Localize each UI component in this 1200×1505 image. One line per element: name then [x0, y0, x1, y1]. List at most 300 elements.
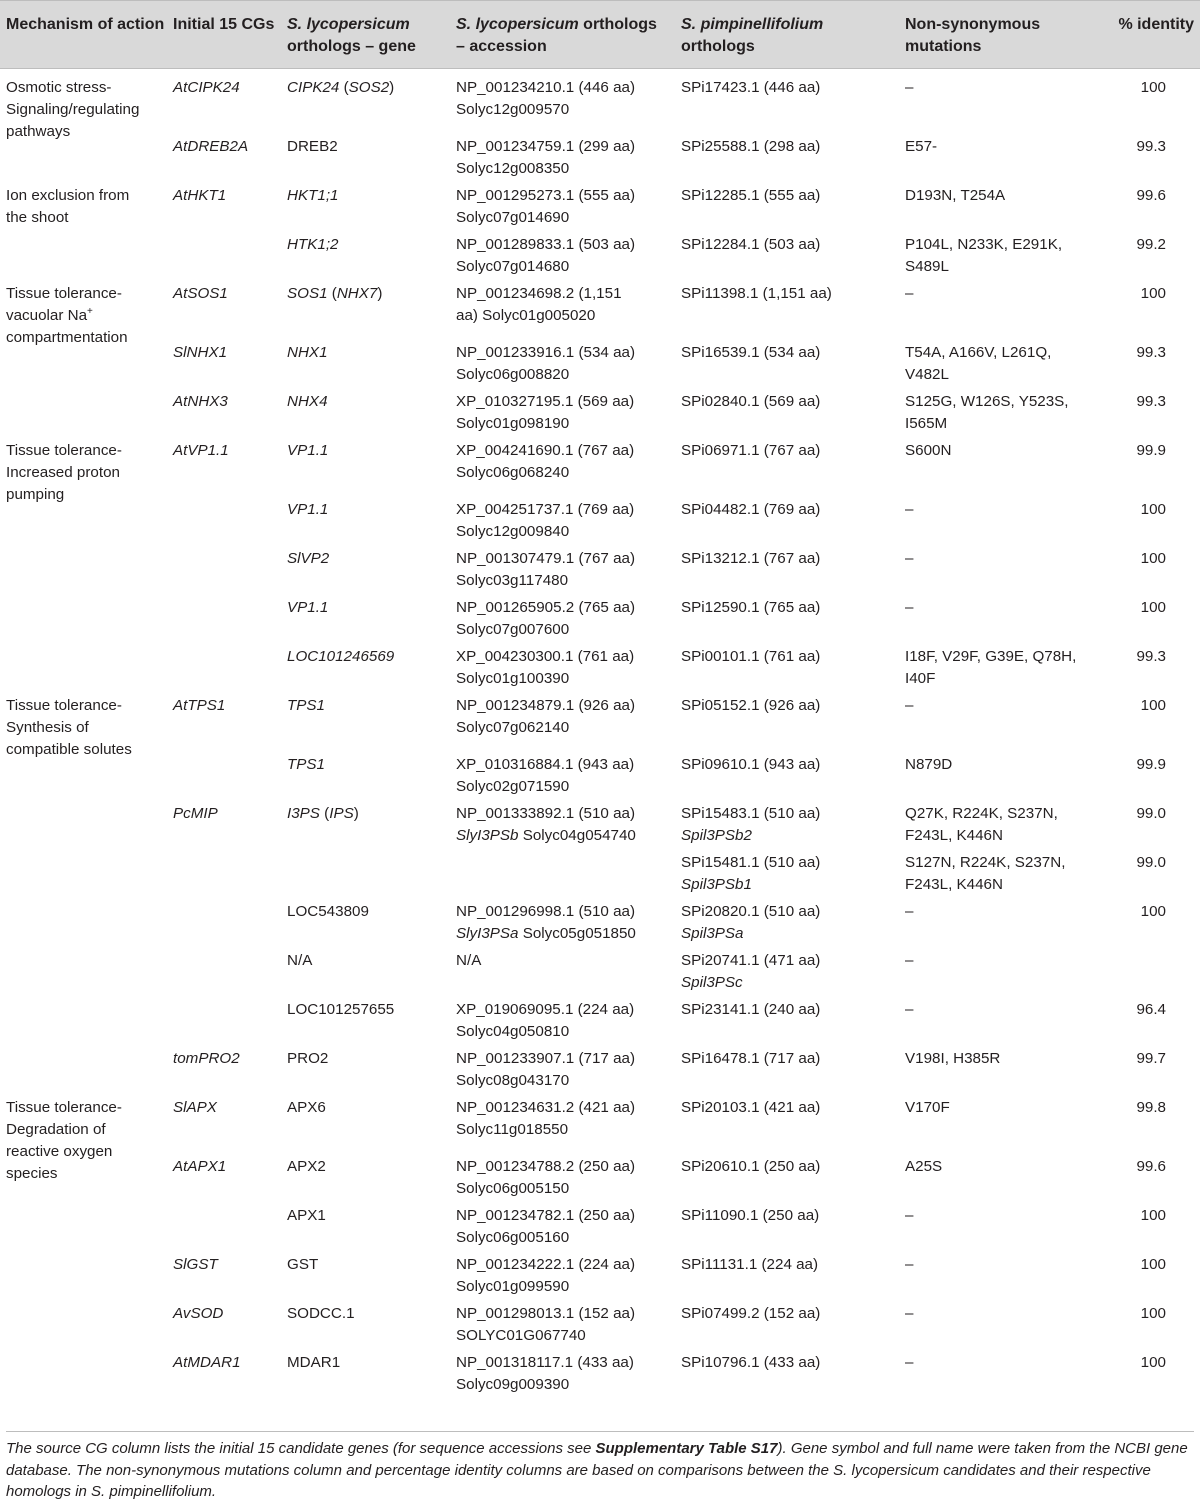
identity-cell	[1086, 1254, 1166, 1276]
cg-name: AtHKT1	[173, 187, 227, 204]
identity-cell	[1086, 597, 1166, 619]
accession-line: NP_001234631.2 (421 aa)	[456, 1099, 636, 1116]
identity-value: 100	[1140, 599, 1166, 616]
gene-name: DREB2	[287, 138, 338, 155]
mutations-cell	[905, 695, 1095, 717]
pimp-line: SPi20103.1 (421 aa)	[681, 1099, 821, 1116]
table-row	[0, 334, 1200, 383]
identity-value: 99.3	[1136, 393, 1166, 410]
table-row	[0, 540, 1200, 589]
gene-cell	[287, 646, 447, 668]
gene-cell: I3PS (IPS)	[287, 805, 359, 822]
cg-name: SlGST	[173, 1256, 218, 1273]
pimp-symbol: Spil3PSb1	[681, 876, 752, 893]
accession-line: NP_001234782.1 (250 aa)	[456, 1207, 636, 1224]
accession-line: Solyc12g008350	[456, 160, 570, 177]
mutations-cell	[905, 283, 1095, 305]
mutations-cell	[905, 1254, 1095, 1276]
identity-value: 100	[1140, 1305, 1166, 1322]
accession-line: NP_001265905.2 (765 aa)	[456, 599, 636, 616]
cg-cell	[173, 136, 283, 158]
accession-cell	[456, 77, 661, 121]
mutations-text: D193N, T254A	[905, 187, 1006, 204]
mutations-cell	[905, 852, 1095, 896]
identity-value: 100	[1140, 79, 1166, 96]
accession-line: NP_001295273.1 (555 aa)	[456, 187, 636, 204]
identity-cell	[1086, 1097, 1166, 1119]
gene-name: HKT1;1	[287, 187, 339, 204]
gene-cell	[287, 440, 447, 462]
mutations-text: V198I, H385R	[905, 1050, 1001, 1067]
cg-name: AvSOD	[173, 1305, 224, 1322]
identity-value: 99.6	[1136, 1158, 1166, 1175]
mutations-text: –	[905, 903, 914, 920]
accession-cell	[456, 136, 661, 180]
accession-cell	[456, 999, 661, 1043]
gene-name: TPS1	[287, 756, 325, 773]
mutations-cell	[905, 548, 1095, 570]
cg-cell	[173, 695, 283, 717]
accession-line: NP_001234759.1 (299 aa)	[456, 138, 636, 155]
accession-line: NP_001333892.1 (510 aa)	[456, 805, 636, 822]
pimp-cell	[681, 950, 896, 994]
pimp-cell	[681, 901, 896, 945]
gene-name: NHX1	[287, 344, 328, 361]
cg-name: AtAPX1	[173, 1158, 227, 1175]
accession-line: NP_001233916.1 (534 aa)	[456, 344, 636, 361]
mutations-text: T54A, A166V, L261Q, V482L	[905, 344, 1052, 383]
header-sly-accession: S. lycopersicum orthologs – accession	[456, 16, 657, 55]
pimp-line: SPi06971.1 (767 aa)	[681, 442, 821, 459]
accession-line: Solyc07g014690	[456, 209, 570, 226]
pimp-line: SPi13212.1 (767 aa)	[681, 550, 821, 567]
cg-cell	[173, 185, 283, 207]
identity-value: 100	[1140, 697, 1166, 714]
accession-line: Solyc07g007600	[456, 621, 570, 638]
mutations-text: –	[905, 1354, 914, 1371]
table-row	[0, 177, 1200, 226]
accession-cell	[456, 391, 661, 435]
accession-line: Solyc03g117480	[456, 572, 569, 589]
pimp-line: SPi20610.1 (250 aa)	[681, 1158, 821, 1175]
identity-cell	[1086, 185, 1166, 207]
pimp-cell	[681, 342, 896, 364]
mutations-text: –	[905, 501, 914, 518]
table-row	[0, 687, 1200, 758]
accession-line: Solyc12g009840	[456, 523, 570, 540]
accession-cell	[456, 1048, 661, 1092]
identity-value: 100	[1140, 1256, 1166, 1273]
accession-line: Solyc06g005160	[456, 1229, 570, 1246]
table-row	[0, 893, 1200, 942]
pimp-line: SPi12285.1 (555 aa)	[681, 187, 821, 204]
mutations-text: –	[905, 1001, 914, 1018]
identity-value: 99.2	[1136, 236, 1166, 253]
cg-name: SlAPX	[173, 1099, 217, 1116]
accession-line: NP_001289833.1 (503 aa)	[456, 236, 636, 253]
table-footnote	[6, 1431, 1194, 1503]
gene-name: HTK1;2	[287, 236, 339, 253]
mutations-text: S600N	[905, 442, 952, 459]
gene-cell	[287, 695, 447, 717]
accession-cell	[456, 1254, 661, 1298]
gene-cell	[287, 548, 447, 570]
accession-line: Solyc01g100390	[456, 670, 570, 687]
cg-cell	[173, 1048, 283, 1070]
accession-line: Solyc01g099590	[456, 1278, 570, 1295]
accession-line: Solyc04g054740	[522, 827, 636, 844]
gene-name: CIPK24	[287, 79, 340, 96]
mutations-cell	[905, 136, 1095, 158]
mechanism-line: species	[6, 1165, 58, 1182]
pimp-symbol: Spil3PSb2	[681, 827, 752, 844]
mutations-text: I18F, V29F, G39E, Q78H, I40F	[905, 648, 1077, 687]
identity-cell	[1086, 77, 1166, 99]
pimp-line: SPi15481.1 (510 aa)	[681, 854, 821, 871]
table-row	[0, 844, 1200, 893]
identity-cell	[1086, 234, 1166, 256]
header-identity: % identity	[1118, 16, 1194, 33]
pimp-cell	[681, 852, 896, 896]
gene-cell	[287, 1156, 447, 1178]
identity-cell	[1086, 391, 1166, 413]
accession-cell	[456, 234, 661, 278]
mutations-cell	[905, 646, 1095, 690]
identity-cell	[1086, 1156, 1166, 1178]
pimp-cell	[681, 136, 896, 158]
pimp-cell	[681, 440, 896, 462]
gene-cell	[287, 342, 447, 364]
pimp-cell	[681, 695, 896, 717]
cg-cell	[173, 1156, 283, 1178]
table-row	[0, 638, 1200, 687]
mechanism-line: compartmentation	[6, 329, 128, 346]
pimp-cell	[681, 1048, 896, 1070]
mechanism-line: Tissue tolerance-	[6, 285, 122, 302]
mutations-text: P104L, N233K, E291K, S489L	[905, 236, 1063, 275]
mutations-cell	[905, 803, 1095, 847]
pimp-line: SPi11398.1 (1,151 aa)	[681, 285, 832, 302]
mutations-text: S127N, R224K, S237N, F243L, K446N	[905, 854, 1066, 893]
pimp-cell	[681, 391, 896, 413]
mutations-text: –	[905, 697, 914, 714]
accession-line: NP_001234879.1 (926 aa)	[456, 697, 636, 714]
gene-cell	[287, 1048, 447, 1070]
header-mechanism: Mechanism of action	[6, 16, 165, 33]
pimp-cell	[681, 548, 896, 570]
accession-cell	[456, 950, 661, 972]
accession-line: Solyc05g051850	[522, 925, 636, 942]
mutations-cell	[905, 597, 1095, 619]
cg-name: AtCIPK24	[173, 79, 240, 96]
cg-cell	[173, 1303, 283, 1325]
pimp-line: SPi00101.1 (761 aa)	[681, 648, 821, 665]
gene-name: LOC101246569	[287, 648, 395, 665]
gene-name: I3PS	[287, 805, 320, 822]
mutations-text: –	[905, 599, 914, 616]
mechanism-line: Degradation of	[6, 1121, 106, 1138]
pimp-line: SPi05152.1 (926 aa)	[681, 697, 821, 714]
mechanism-line: pumping	[6, 486, 65, 503]
gene-cell	[287, 999, 447, 1021]
identity-cell	[1086, 440, 1166, 462]
identity-cell	[1086, 695, 1166, 717]
table-row	[0, 746, 1200, 795]
accession-line: Solyc07g062140	[456, 719, 570, 736]
accession-line: Solyc01g098190	[456, 415, 570, 432]
gene-cell	[287, 754, 447, 776]
gene-name: GST	[287, 1256, 319, 1273]
mutations-cell	[905, 1303, 1095, 1325]
identity-value: 99.9	[1136, 442, 1166, 459]
table-row	[0, 226, 1200, 275]
gene-name: APX2	[287, 1158, 326, 1175]
accession-cell	[456, 1156, 661, 1200]
accession-line: XP_004241690.1 (767 aa)	[456, 442, 635, 459]
accession-line: Solyc06g068240	[456, 464, 570, 481]
accession-cell	[456, 1303, 661, 1347]
gene-name: LOC101257655	[287, 1001, 395, 1018]
gene-cell: CIPK24 (SOS2)	[287, 79, 395, 96]
gene-name: APX6	[287, 1099, 326, 1116]
gene-cell	[287, 597, 447, 619]
gene-name: LOC543809	[287, 903, 369, 920]
accession-cell	[456, 342, 661, 386]
header-spi-orthologs: S. pimpinellifolium orthologs	[681, 16, 824, 55]
cg-name: AtVP1.1	[173, 442, 229, 459]
identity-value: 100	[1140, 903, 1166, 920]
mutations-text: –	[905, 285, 914, 302]
table-row	[0, 1040, 1200, 1089]
accession-line: Solyc12g009570	[456, 101, 570, 118]
gene-cell	[287, 901, 447, 923]
mutations-cell	[905, 999, 1095, 1021]
accession-line: NP_001234222.1 (224 aa)	[456, 1256, 636, 1273]
mutations-cell	[905, 499, 1095, 521]
mutations-text: Q27K, R224K, S237N, F243L, K446N	[905, 805, 1058, 844]
pimp-cell	[681, 283, 896, 305]
table-row	[0, 491, 1200, 540]
identity-value: 99.9	[1136, 756, 1166, 773]
accession-line: XP_004251737.1 (769 aa)	[456, 501, 635, 518]
pimp-line: SPi16478.1 (717 aa)	[681, 1050, 821, 1067]
accession-line: Solyc11g018550	[456, 1121, 569, 1138]
identity-cell	[1086, 548, 1166, 570]
gene-cell	[287, 234, 447, 256]
accession-symbol: SlyI3PSa	[456, 925, 519, 942]
gene-alt-name: NHX7	[336, 285, 378, 302]
mutations-text: –	[905, 79, 914, 96]
pimp-cell	[681, 185, 896, 207]
identity-value: 100	[1140, 1354, 1166, 1371]
gene-cell	[287, 1303, 447, 1325]
pimp-cell	[681, 499, 896, 521]
cg-cell	[173, 803, 283, 825]
pimp-line: SPi02840.1 (569 aa)	[681, 393, 821, 410]
table-row	[0, 69, 1200, 140]
header-mutations: Non-synonymous mutations	[905, 16, 1041, 55]
gene-name: VP1.1	[287, 442, 329, 459]
cg-name: AtMDAR1	[173, 1354, 241, 1371]
accession-line: NP_001318117.1 (433 aa)	[456, 1354, 634, 1371]
gene-name: PRO2	[287, 1050, 329, 1067]
gene-cell	[287, 1254, 447, 1276]
accession-cell	[456, 803, 661, 847]
identity-cell	[1086, 754, 1166, 776]
pimp-cell	[681, 1097, 896, 1119]
cg-name: AtNHX3	[173, 393, 228, 410]
gene-name: VP1.1	[287, 501, 329, 518]
table-row	[0, 275, 1200, 346]
cg-name: tomPRO2	[173, 1050, 240, 1067]
accession-line: NP_001234788.2 (250 aa)	[456, 1158, 636, 1175]
pimp-cell	[681, 646, 896, 668]
pimp-line: SPi11131.1 (224 aa)	[681, 1256, 819, 1273]
mutations-cell	[905, 1352, 1095, 1374]
pimp-cell	[681, 754, 896, 776]
superscript-plus: +	[87, 305, 93, 317]
identity-cell	[1086, 499, 1166, 521]
mechanism-line: Increased proton	[6, 464, 120, 481]
identity-value: 96.4	[1136, 1001, 1166, 1018]
accession-line: NP_001234698.2 (1,151	[456, 285, 622, 302]
mutations-text: –	[905, 550, 914, 567]
accession-cell	[456, 1097, 661, 1141]
mutations-cell	[905, 1097, 1095, 1119]
header-initial-cgs: Initial 15 CGs	[173, 16, 275, 33]
mechanism-line: Tissue tolerance-	[6, 697, 122, 714]
identity-value: 100	[1140, 1207, 1166, 1224]
mutations-text: S125G, W126S, Y523S, I565M	[905, 393, 1069, 432]
mutations-cell	[905, 440, 1095, 462]
mutations-cell	[905, 1205, 1095, 1227]
footnote-text: The source CG column lists the initial 15 candidate genes (for sequence accessions see	[6, 1440, 596, 1457]
gene-name: N/A	[287, 952, 313, 969]
mutations-cell	[905, 77, 1095, 99]
accession-line: NP_001296998.1 (510 aa)	[456, 903, 636, 920]
cg-name: AtDREB2A	[173, 138, 249, 155]
pimp-line: SPi17423.1 (446 aa)	[681, 79, 821, 96]
accession-line: Solyc04g050810	[456, 1023, 570, 1040]
accession-line: SOLYC01G067740	[456, 1327, 586, 1344]
accession-line: Solyc09g009390	[456, 1376, 570, 1393]
pimp-cell	[681, 1254, 896, 1276]
accession-cell	[456, 499, 661, 543]
mechanism-cell	[6, 185, 166, 229]
identity-cell	[1086, 901, 1166, 923]
accession-cell	[456, 1352, 661, 1396]
footnote-text-end: ). Gene symbol and full name were taken from the NCBI gene database. The non-synonymous mutations column and percentage identity columns are based on comparisons between the S. lycopersicum candidates and their respective homologs in S. pimpinellifolium.	[6, 1440, 1188, 1500]
cg-cell	[173, 77, 283, 99]
mutations-cell	[905, 901, 1095, 923]
identity-value: 100	[1140, 501, 1166, 518]
pimp-line: SPi09610.1 (943 aa)	[681, 756, 821, 773]
identity-cell	[1086, 1352, 1166, 1374]
accession-cell	[456, 548, 661, 592]
cg-name: AtTPS1	[173, 697, 226, 714]
gene-cell	[287, 1205, 447, 1227]
table-row	[0, 589, 1200, 638]
mutations-cell	[905, 950, 1095, 972]
pimp-cell	[681, 1352, 896, 1374]
gene-cell	[287, 185, 447, 207]
gene-cell	[287, 499, 447, 521]
cg-cell	[173, 1352, 283, 1374]
pimp-cell	[681, 803, 896, 847]
gene-cell	[287, 1097, 447, 1119]
mechanism-line: Osmotic stress-	[6, 79, 112, 96]
pimp-line: SPi16539.1 (534 aa)	[681, 344, 821, 361]
header-sly-gene: S. lycopersicum orthologs – gene	[287, 16, 416, 55]
cg-name: SlNHX1	[173, 344, 228, 361]
mechanism-line: Signaling/regulating	[6, 101, 140, 118]
mutations-text: –	[905, 1256, 914, 1273]
identity-value: 99.3	[1136, 648, 1166, 665]
gene-alt-name: SOS2	[348, 79, 390, 96]
identity-cell	[1086, 852, 1166, 874]
mutations-cell	[905, 234, 1095, 278]
identity-value: 99.7	[1136, 1050, 1166, 1067]
accession-cell	[456, 597, 661, 641]
pimp-line: SPi25588.1 (298 aa)	[681, 138, 821, 155]
pimp-cell	[681, 234, 896, 256]
table-row	[0, 1148, 1200, 1197]
pimp-cell	[681, 1303, 896, 1325]
identity-cell	[1086, 646, 1166, 668]
pimp-cell	[681, 1205, 896, 1227]
accession-cell	[456, 1205, 661, 1249]
table-body	[0, 69, 1200, 1393]
accession-line: Solyc08g043170	[456, 1072, 570, 1089]
mechanism-line: Ion exclusion from	[6, 187, 130, 204]
mutations-text: E57-	[905, 138, 938, 155]
pimp-line: SPi12590.1 (765 aa)	[681, 599, 821, 616]
mutations-cell	[905, 1156, 1095, 1178]
footnote-link[interactable]: Supplementary Table S17	[595, 1440, 778, 1457]
gene-cell	[287, 136, 447, 158]
identity-cell	[1086, 342, 1166, 364]
pimp-cell	[681, 597, 896, 619]
accession-line: XP_010327195.1 (569 aa)	[456, 393, 635, 410]
mutations-text: –	[905, 952, 914, 969]
table-row	[0, 432, 1200, 503]
accession-line: XP_019069095.1 (224 aa)	[456, 1001, 635, 1018]
table-row	[0, 1197, 1200, 1246]
gene-name: MDAR1	[287, 1354, 341, 1371]
cg-cell	[173, 391, 283, 413]
accession-line: Solyc06g008820	[456, 366, 570, 383]
mutations-text: V170F	[905, 1099, 950, 1116]
pimp-symbol: Spil3PSc	[681, 974, 743, 991]
identity-cell	[1086, 1303, 1166, 1325]
gene-name: APX1	[287, 1207, 326, 1224]
gene-alt-name: IPS	[329, 805, 354, 822]
pimp-line: SPi11090.1 (250 aa)	[681, 1207, 820, 1224]
accession-line: N/A	[456, 952, 482, 969]
accession-symbol: SlyI3PSb	[456, 827, 519, 844]
accession-cell	[456, 185, 661, 229]
pimp-line: SPi04482.1 (769 aa)	[681, 501, 821, 518]
mechanism-line: pathways	[6, 123, 71, 140]
identity-cell	[1086, 999, 1166, 1021]
table-row	[0, 942, 1200, 991]
identity-cell	[1086, 803, 1166, 825]
mechanism-line: reactive oxygen	[6, 1143, 113, 1160]
gene-name: SODCC.1	[287, 1305, 355, 1322]
mutations-cell	[905, 1048, 1095, 1070]
table-row	[0, 383, 1200, 432]
cg-cell	[173, 342, 283, 364]
